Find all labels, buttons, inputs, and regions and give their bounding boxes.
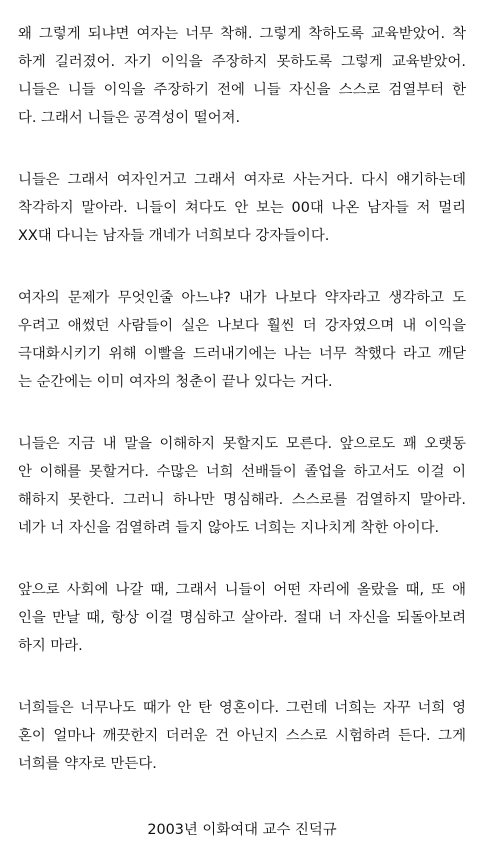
text-line: 인을 만날 때, 항상 이걸 명심하고 살아라. 절대 너 자신을 되돌아보려 <box>18 610 466 626</box>
text-line: 하지 마라. <box>18 638 83 654</box>
paragraph-3 <box>18 284 466 396</box>
paragraph-1 <box>18 20 466 132</box>
text-line: 해하지 못한다. 그러니 하나만 명심해라. 스스로를 검열하지 말아라. <box>18 492 466 508</box>
signature-block <box>18 812 466 844</box>
text-line: 니들은 지금 내 말을 이해하지 못할지도 모른다. 앞으로도 꽤 오랫동 <box>18 436 466 452</box>
text-line: 하게 길러졌어. 자기 이익을 주장하지 못하도록 그렇게 교육받았어. <box>18 54 466 70</box>
paragraph-6 <box>18 694 466 778</box>
signature-text: 2003년 이화여대 교수 진덕규 <box>147 822 337 838</box>
text-line: 착각하지 말아라. 니들이 쳐다도 안 보는 00대 나온 남자들 저 멀리 <box>18 200 466 216</box>
text-line: 니들은 니들 이익을 주장하기 전에 니들 자신을 스스로 검열부터 한 <box>18 82 466 98</box>
text-line: 안 이해를 못할거다. 수많은 너희 선배들이 졸업을 하고서도 이걸 이 <box>18 464 466 480</box>
text-line: 는 순간에는 이미 여자의 청춘이 끝나 있다는 거다. <box>18 374 333 390</box>
text-line: 너희를 약자로 만든다. <box>18 756 157 772</box>
text-line: XX대 다니는 남자들 개네가 너희보다 강자들이다. <box>18 228 330 244</box>
text-line: 니들은 그래서 여자인거고 그래서 여자로 사는거다. 다시 얘기하는데 <box>18 172 466 188</box>
paragraph-4 <box>18 430 466 542</box>
text-line: 혼이 얼마나 깨끗한지 더러운 건 아닌지 스스로 시험하려 든다. 그게 <box>18 728 466 744</box>
text-line: 우려고 애썼던 사람들이 실은 나보다 훨씬 더 강자였으며 내 이익을 <box>18 318 466 334</box>
text-line: 다. 그래서 니들은 공격성이 떨어져. <box>18 110 241 126</box>
text-line: 너희들은 너무나도 때가 안 탄 영혼이다. 그런데 너희는 자꾸 너희 영 <box>18 700 466 716</box>
paragraph-2 <box>18 166 466 250</box>
text-line: 왜 그렇게 되냐면 여자는 너무 착해. 그렇게 착하도록 교육받았어. 착 <box>18 26 466 42</box>
text-line: 여자의 문제가 무엇인줄 아느냐? 내가 나보다 약자라고 생각하고 도 <box>18 290 466 306</box>
text-line: 네가 너 자신을 검열하려 들지 않아도 너희는 지나치게 착한 아이다. <box>18 520 440 536</box>
text-line: 극대화시키기 위해 이빨을 드러내기에는 나는 너무 착했다 라고 깨닫 <box>18 346 466 362</box>
text-line: 앞으로 사회에 나갈 때, 그래서 니들이 어떤 자리에 올랐을 때, 또 애 <box>18 582 466 598</box>
paragraph-5 <box>18 576 466 660</box>
